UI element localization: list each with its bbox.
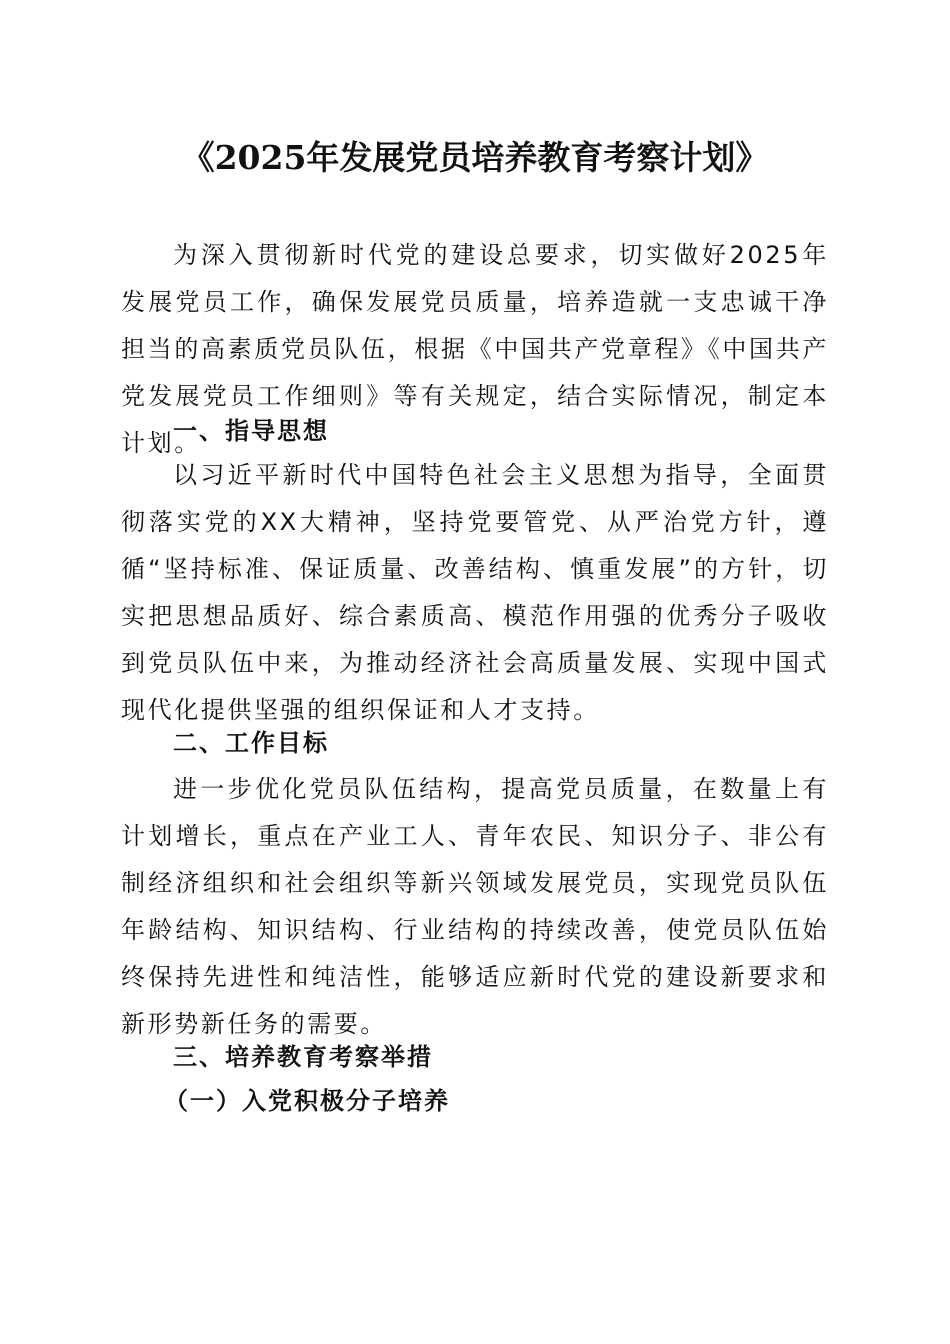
section-body-guiding-ideology: 以习近平新时代中国特色社会主义思想为指导，全面贯彻落实党的XX大精神，坚持党要管党、从严治党方针，遵循“坚持标准、保证质量、改善结构、慎重发展”的方针，切实把思想品质好、综合素质高、模范作用强的优秀分子吸收到党员队伍中来，为推动经济社会高质量发展、实现中国式现代化提供坚强的组织保证和人才支持。 <box>121 461 829 724</box>
section-body-work-goals: 进一步优化党员队伍结构，提高党员质量，在数量上有计划增长，重点在产业工人、青年农民、知识分子、非公有制经济组织和社会组织等新兴领域发展党员，实现党员队伍年龄结构、知识结构、行业结构的持续改善，使党员队伍始终保持先进性和纯洁性，能够适应新时代党的建设新要求和新形势新任务的需要。 <box>121 775 829 1038</box>
document-title: 《2025年发展党员培养教育考察计划》 <box>181 138 769 177</box>
subsection-heading-activist-training: （一）入党积极分子培养 <box>164 1087 450 1115</box>
section-heading-training-measures: 三、培养教育考察举措 <box>173 1043 433 1071</box>
section-heading-guiding-ideology: 一、指导思想 <box>173 417 329 445</box>
section-heading-work-goals: 二、工作目标 <box>173 729 329 757</box>
intro-paragraph: 为深入贯彻新时代党的建设总要求，切实做好2025年发展党员工作，确保发展党员质量，培养造就一支忠诚干净担当的高素质党员队伍，根据《中国共产党章程》《中国共产党发展党员工作细则》等有关规定，结合实际情况，制定本计划。 <box>121 241 829 457</box>
